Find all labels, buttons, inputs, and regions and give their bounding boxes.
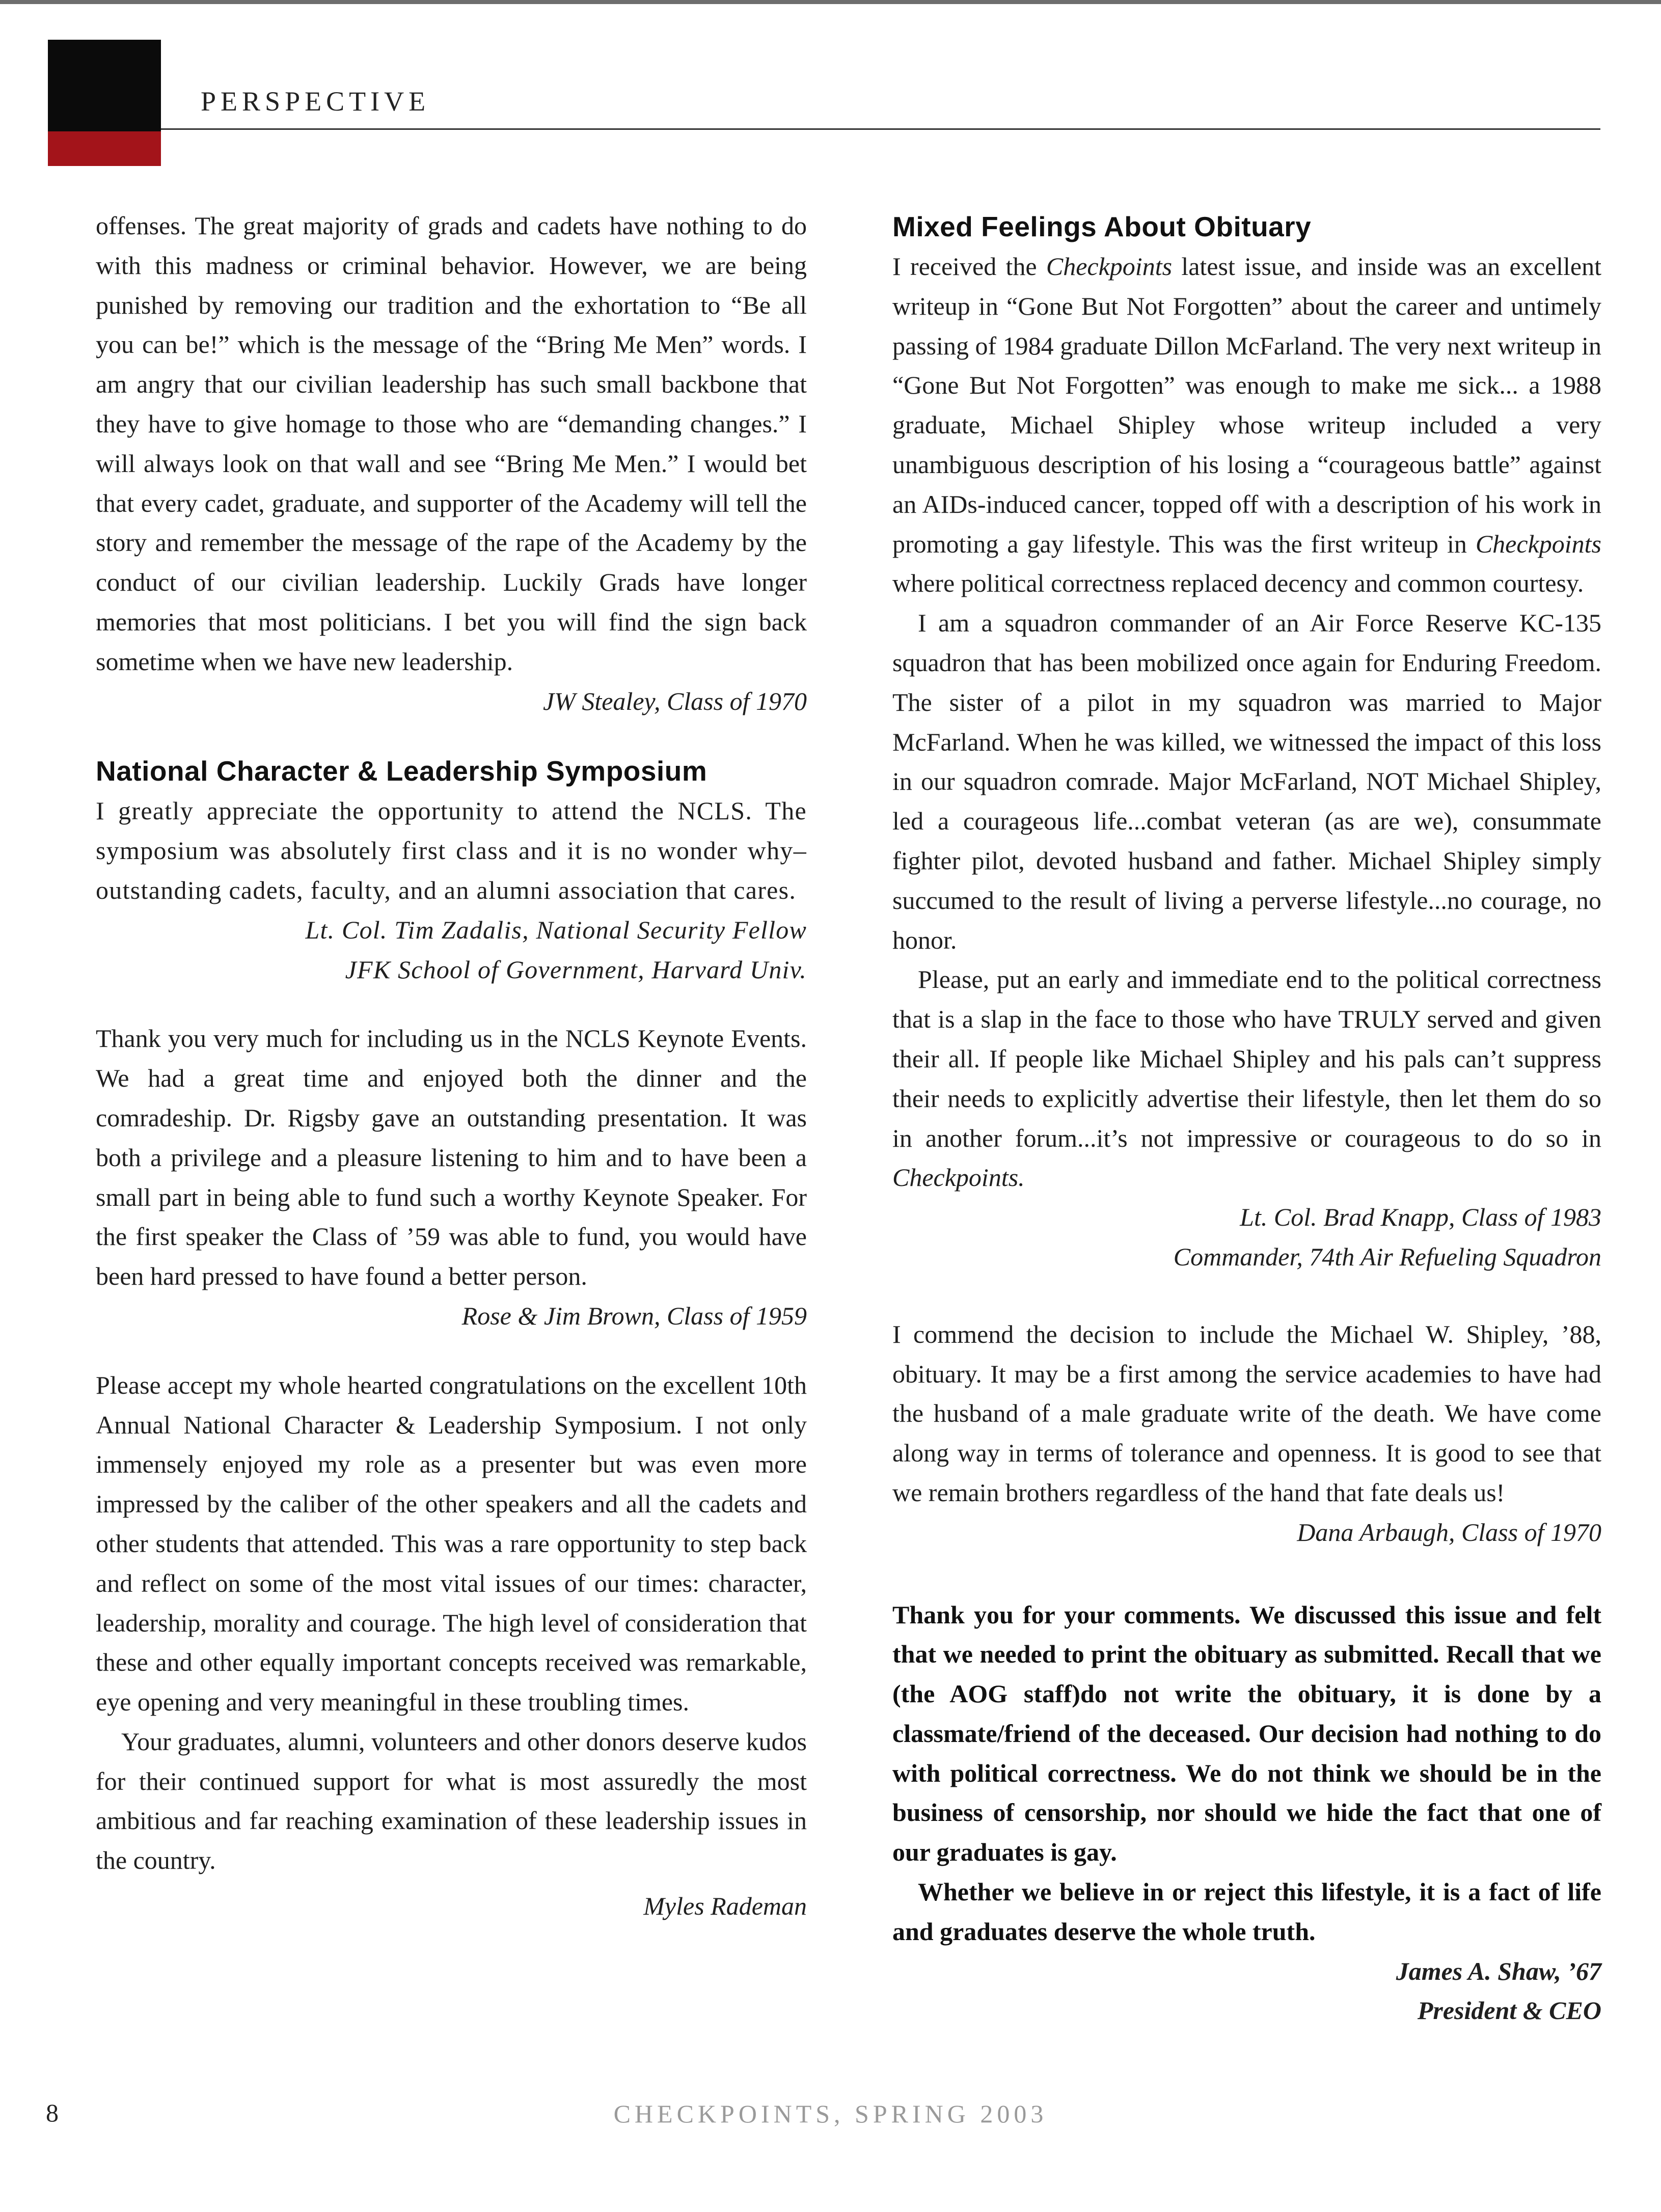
letter-body: I greatly appreciate the opportunity to attend the NCLS. The symposium was absolutely first class and it is no wonder why–outstanding cadets, faculty, and an alumni association that cares. xyxy=(96,796,807,904)
text-run: I received the xyxy=(892,252,1046,281)
letter-signature-line1: Lt. Col. Brad Knapp, Class of 1983 xyxy=(1240,1203,1601,1232)
publication-title: Checkpoints. xyxy=(892,1163,1025,1192)
letter-signature-line1: Lt. Col. Tim Zadalis, National Security Fellow xyxy=(305,915,807,944)
footer-publication: CHECKPOINTS, SPRING 2003 xyxy=(613,2099,1048,2128)
letter-paragraph: Please accept my whole hearted congratulations on the excellent 10th Annual National Character & Leadership Symposium. I not only immensely enjoyed my role as a presenter but was even more impressed by the caliber of the other speakers and all the cadets and other students that attended. This was a rare opportunity to step back and reflect on some of the most vital issues of our times: character, leadership, morality and courage. The high level of consideration that these and other equally important concepts received was remarkable, eye opening and very meaningful in these troubling times. xyxy=(96,1370,807,1717)
left-column xyxy=(96,206,807,1926)
section-heading-ncls: National Character & Leadership Symposium xyxy=(96,755,707,787)
section-label: PERSPECTIVE xyxy=(201,86,430,117)
letter-signature-line2: Commander, 74th Air Refueling Squadron xyxy=(1173,1242,1601,1271)
response-signature-line2: President & CEO xyxy=(1417,1996,1601,2025)
letter-body: offenses. The great majority of grads and cadets have nothing to do with this madness or criminal behavior. However, we are being punished by removing our tradition and the exhortation to “Be all you can be!” which is the message of the “Bring Me Men” words. I am angry that our civilian leadership has such small backbone that they have to give homage to those who are “demanding changes.” I will always look on that wall and see “Bring Me Men.” I would bet that every cadet, graduate, and supporter of the Academy will tell the story and remember the message of the rape of the Academy by the conduct of our civilian leadership. Luckily Grads have longer memories that most politicians. I bet you will find the sign back sometime when we have new leadership. xyxy=(96,211,807,676)
letter-signature: Rose & Jim Brown, Class of 1959 xyxy=(461,1301,807,1330)
letter-zadalis xyxy=(96,791,807,989)
header-rule xyxy=(161,128,1600,130)
publication-title: Checkpoints xyxy=(1046,252,1173,281)
section-heading-obituary: Mixed Feelings About Obituary xyxy=(892,211,1312,242)
right-column xyxy=(892,206,1601,2031)
response-signature-line1: James A. Shaw, ’67 xyxy=(1396,1956,1601,1985)
text-run: where political correctness replaced decency and common courtesy. xyxy=(892,569,1584,598)
letter-paragraph: I am a squadron commander of an Air Force Reserve KC-135 squadron that has been mobilized once again for Enduring Freedom. The sister of a pilot in my squadron was married to Major McFarland. When he was killed, we witnessed the impact of this loss in our squadron comrade. Major McFarland, NOT Michael Shipley, led a courageous life...combat veteran (as are we), consummate fighter pilot, devoted husband and father. Michael Shipley simply succumed to the result of living a perverse lifestyle...no courage, no honor. xyxy=(892,609,1601,954)
text-run: latest issue, and inside was an excellent writeup in “Gone But Not Forgotten” about the career and untimely passing of 1984 graduate Dillon McFarland. The very next writeup in “Gone But Not Forgotten” was enough to make me sick... a 1988 graduate, Michael Shipley whose writeup included a very unambiguous description of his losing a “courageous battle” against an AIDs-induced cancer, topped off with a description of his work in promoting a gay lifestyle. This was the first writeup in xyxy=(892,252,1601,558)
letter-paragraph xyxy=(892,960,1601,1198)
letter-arbaugh xyxy=(892,1315,1601,1553)
page-number: 8 xyxy=(46,2098,59,2127)
letter-signature: Dana Arbaugh, Class of 1970 xyxy=(1297,1517,1601,1546)
letter-signature: JW Stealey, Class of 1970 xyxy=(543,686,807,715)
text-run: Please, put an early and immediate end to the political correctness that is a slap in the face to those who have TRULY served and given their all. If people like Michael Shipley and his pals can’t suppress their needs to explicitly advertise their lifestyle, then let them do so in another forum...it’s not impressive or courageous to do so in xyxy=(892,965,1601,1152)
corner-block-black xyxy=(48,40,161,131)
letter-knapp xyxy=(892,247,1601,1277)
letter-paragraph: Your graduates, alumni, volunteers and other donors deserve kudos for their continued support for what is most assuredly the most ambitious and far reaching examination of these leadership issues in the country. xyxy=(96,1727,807,1875)
response-paragraph: Whether we believe in or reject this lifestyle, it is a fact of life and graduates deserve the whole truth. xyxy=(892,1877,1601,1946)
publication-title: Checkpoints xyxy=(1475,529,1601,558)
page-top-edge xyxy=(0,0,1661,4)
letter-signature-line2: JFK School of Government, Harvard Univ. xyxy=(345,955,807,984)
letter-paragraph xyxy=(892,247,1601,603)
letter-body: I commend the decision to include the Michael W. Shipley, ’88, obituary. It may be a first among the service academies to have had the husband of a male graduate write of the death. We have come along way in terms of tolerance and openness. It is good to see that we remain brothers regardless of the hand that fate deals us! xyxy=(892,1319,1601,1507)
letter-body: Thank you very much for including us in the NCLS Keynote Events. We had a great time and enjoyed both the dinner and the comradeship. Dr. Rigsby gave an outstanding presentation. It was both a privilege and a pleasure listening to him and to have been a small part in being able to fund such a worthy Keynote Speaker. For the first speaker the Class of ’59 was able to fund, you would have been hard pressed to have found a better person. xyxy=(96,1024,807,1291)
letter-brown xyxy=(96,1019,807,1336)
letter-signature: Myles Rademan xyxy=(643,1892,807,1921)
corner-block-red xyxy=(48,131,161,166)
editor-response xyxy=(892,1595,1601,2031)
response-paragraph: Thank you for your comments. We discussed this issue and felt that we needed to print the obituary as submitted. Recall that we (the AOG staff)do not write the obituary, it is done by a classmate/friend of the deceased. Our decision had nothing to do with political correctness. We do not think we should be in the business of censorship, nor should we hide the fact that one of our graduates is gay. xyxy=(892,1600,1601,1867)
letter-stealey xyxy=(96,206,807,721)
letter-rademan xyxy=(96,1366,807,1926)
